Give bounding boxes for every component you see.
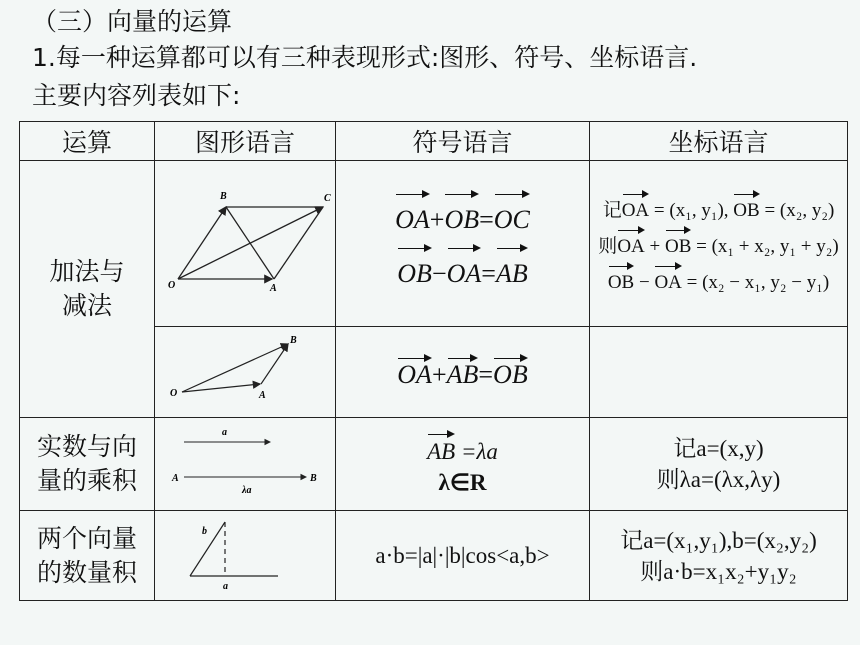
dot-product-figure [155,511,336,601]
coordinate-add-sub [590,161,848,327]
vec-ob: OB [608,262,634,298]
coord-text: = (x₂, y₂) [759,199,835,221]
row-label-dot-product [20,511,155,601]
vec-ob: OB [444,190,479,244]
vec-oa: OA [447,244,482,298]
label-a: a [222,427,227,438]
coord-text: = (x₁, y₁), [649,199,734,221]
scalar-mult-figure [155,418,336,511]
coord-text: = (x₁ + x₂, y₁ + y₂) [691,235,839,257]
row-label-line: 两个向量 [36,523,137,553]
op: − [431,258,447,288]
symbolic-dot-product [336,511,590,601]
vec-oa: OA [654,262,681,298]
label-a: a [223,580,228,592]
row-label-line: 量的乘积 [36,466,137,495]
coord-op: + [644,235,665,257]
eq: = [481,258,496,288]
row-label-scalar-mult [20,418,155,511]
header-operation: 运算 [20,122,155,161]
parallelogram-diagram [160,182,330,302]
label-b: B [290,335,297,346]
row-scalar-mult [20,418,848,511]
header-row [20,122,848,161]
row-label-line: 减法 [61,291,112,320]
coord-text: = (x₂ − x₁, y₂ − y₁) [681,271,830,293]
op: + [431,360,447,389]
row-label-line: 加法与 [49,257,125,286]
sym-text: =λa [460,439,498,464]
sym-equation-sub [336,244,589,298]
sym-line-1 [336,430,589,467]
triangle-rule-diagram [160,334,330,406]
symbolic-add-sub [336,161,590,327]
row-dot-product [20,511,848,601]
coord-prefix: 记 [602,199,622,221]
sym-text: λ∈R [438,470,487,495]
vec-ab: AB [427,430,455,467]
vec-ob: OB [397,244,432,298]
intro-line-1: 1.每一种运算都可以有三种表现形式:图形、符号、坐标语言. [32,43,698,72]
vector-operations-table [19,121,848,601]
label-a: A [259,390,266,401]
coordinate-empty-cell [590,327,848,418]
symbolic-triangle-rule [336,327,590,418]
vec-oc: OC [494,190,530,244]
sym-line-2 [336,467,589,498]
row-label-add-sub [20,161,155,418]
label-o: O [170,388,178,399]
label-A: A [172,473,179,484]
vec-ob: OB [665,226,691,262]
header-symbolic: 符号语言 [336,122,590,161]
coord-op: − [634,271,655,293]
coord-line-2 [590,226,847,262]
row-add-sub-1 [20,161,848,327]
label-b: B [220,190,227,202]
intro-line-2: 主要内容列表如下: [32,81,241,110]
vec-oa: OA [395,190,430,244]
parallelogram-figure [155,161,336,327]
scalar-mult-diagram [160,424,330,500]
label-o: O [168,279,176,291]
row-label-line: 的数量积 [36,557,137,587]
label-c: C [324,192,331,204]
dot-product-diagram [160,514,330,594]
eq: = [479,204,494,234]
header-coordinate: 坐标语言 [590,122,848,161]
coord-prefix: 则 [598,235,618,257]
section-heading: （三）向量的运算 [32,7,233,36]
vec-oa: OA [622,190,649,226]
header-graphic: 图形语言 [155,122,336,161]
vec-ob: OB [493,354,528,390]
coord-line-2: 则λa=(λx,λy) [656,467,781,492]
sym-dot-product: a·b=|a|·|b|cos<a,b> [375,543,550,568]
vec-ob: OB [733,190,759,226]
coord-line-2: 则a·b=x₁x₂+y₁y₂ [640,558,797,584]
coord-line-1 [590,190,847,226]
label-b: b [202,525,207,537]
sym-equation-add [336,190,589,244]
vec-oa: OA [397,354,432,390]
label-lambda-a: λa [242,485,252,496]
coord-line-3 [590,262,847,298]
symbolic-scalar-mult [336,418,590,511]
vec-oa: OA [617,226,644,262]
vec-ab: AB [496,244,528,298]
eq: = [478,360,494,389]
label-B: B [310,473,317,484]
op: + [429,204,445,234]
label-a: A [270,282,277,294]
coordinate-dot-product [590,511,848,601]
coord-line-1: 记a=(x,y) [673,436,764,461]
coord-line-1: 记a=(x₁,y₁),b=(x₂,y₂) [620,527,817,553]
vec-ab: AB [447,354,479,390]
triangle-rule-figure [155,327,336,418]
coordinate-scalar-mult [590,418,848,511]
row-label-line: 实数与向 [36,432,137,461]
